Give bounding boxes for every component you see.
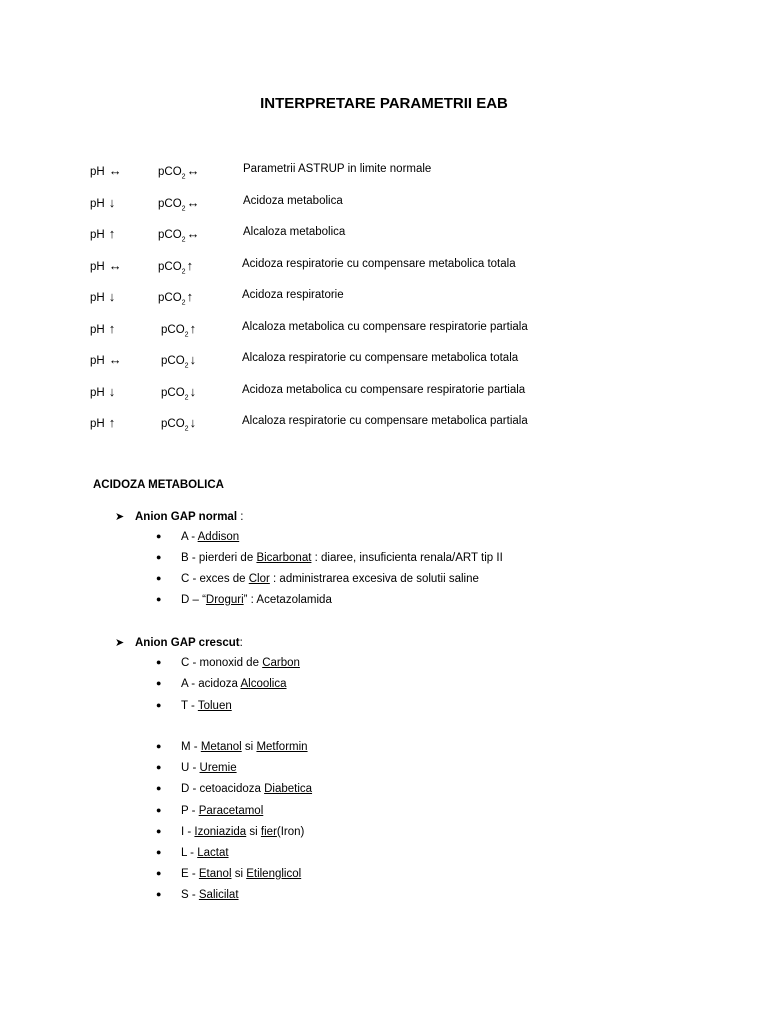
pco2-label: pCO [158, 261, 182, 273]
pco2-subscript: 2 [184, 331, 189, 339]
list-item [156, 678, 287, 690]
eab-row [0, 415, 768, 435]
list-item [156, 594, 332, 606]
pco2-cell [161, 352, 196, 369]
pco2-arrow-icon: ↓ [189, 415, 197, 430]
section-title: ACIDOZA METABOLICA [93, 479, 224, 491]
item-keyword: Lactat [197, 847, 229, 859]
ph-arrow-icon: ↑ [108, 321, 116, 336]
pco2-cell [161, 415, 196, 432]
interpretation-text: Alcaloza metabolica cu compensare respiratorie partiala [242, 321, 528, 333]
ph-arrow-icon: ↓ [108, 289, 116, 304]
list-item [156, 889, 239, 901]
item-suffix: (Iron) [276, 826, 305, 838]
ph-label: pH [90, 198, 105, 210]
item-keyword: Uremie [199, 762, 237, 774]
pco2-arrow-icon: ↓ [189, 384, 197, 399]
ph-arrow-icon: ↓ [108, 384, 116, 399]
bullet-dot-icon: ● [156, 826, 162, 836]
list-item [156, 826, 304, 838]
item-keyword: Clor [248, 573, 270, 585]
item-prefix: P - [181, 805, 199, 817]
item-prefix: A - acidoza [181, 678, 241, 690]
interpretation-text: Acidoza respiratorie [242, 289, 344, 301]
item-keyword: Bicarbonat [256, 552, 312, 564]
pco2-subscript: 2 [181, 268, 186, 276]
interpretation-text: Acidoza metabolica [243, 195, 343, 207]
page-title: INTERPRETARE PARAMETRII EAB [260, 95, 508, 112]
ph-label: pH [90, 261, 105, 273]
item-prefix: S - [181, 889, 199, 901]
bullet-dot-icon: ● [156, 868, 162, 878]
ph-arrow-icon: ↑ [108, 415, 116, 430]
item-prefix: C - exces de [181, 573, 249, 585]
pco2-cell [158, 226, 200, 243]
interpretation-text: Parametrii ASTRUP in limite normale [243, 163, 432, 175]
eab-row [0, 195, 768, 215]
pco2-cell [161, 384, 196, 401]
ph-arrow-icon: ↓ [108, 195, 116, 210]
pco2-arrow-icon: ↓ [189, 352, 197, 367]
pco2-arrow-icon: ↑ [189, 321, 197, 336]
subhead-suffix: : [239, 637, 243, 649]
item-middle: si [231, 868, 247, 880]
item-prefix: C - monoxid de [181, 657, 263, 669]
item-prefix: L - [181, 847, 198, 859]
ph-cell [90, 321, 115, 336]
subhead-anion-gap-crescut [115, 636, 243, 649]
bullet-dot-icon: ● [156, 783, 162, 793]
item-keyword: Addison [197, 531, 240, 543]
item-middle: si [241, 741, 257, 753]
interpretation-text: Alcaloza metabolica [243, 226, 346, 238]
pco2-label: pCO [161, 387, 185, 399]
arrowhead-bullet-icon: ➤ [115, 637, 125, 649]
pco2-subscript: 2 [181, 173, 186, 181]
eab-row [0, 289, 768, 309]
item-prefix: D - cetoacidoza [181, 783, 265, 795]
bullet-dot-icon: ● [156, 531, 162, 541]
pco2-arrow-icon: ↔ [186, 195, 200, 210]
pco2-cell [158, 258, 193, 275]
bullet-dot-icon: ● [156, 889, 162, 899]
item-middle: : administrarea excesiva de solutii saline [269, 573, 479, 585]
ph-cell [90, 352, 122, 367]
ph-arrow-icon: ↑ [108, 226, 116, 241]
pco2-label: pCO [158, 292, 182, 304]
subhead-anion-gap-normal [115, 510, 243, 523]
pco2-label: pCO [158, 166, 182, 178]
list-item [156, 762, 237, 774]
bullet-dot-icon: ● [156, 573, 162, 583]
pco2-arrow-icon: ↔ [186, 163, 200, 178]
item-prefix: T - [181, 700, 198, 712]
ph-arrow-icon: ↔ [108, 258, 122, 273]
pco2-subscript: 2 [184, 425, 189, 433]
pco2-subscript: 2 [181, 299, 186, 307]
list-item [156, 868, 301, 880]
arrowhead-bullet-icon: ➤ [115, 511, 125, 523]
item-keyword: Salicilat [198, 889, 239, 901]
list-item [156, 573, 479, 585]
pco2-arrow-icon: ↑ [186, 289, 194, 304]
item-keyword: fier [260, 826, 277, 838]
ph-cell [90, 195, 115, 210]
ph-arrow-icon: ↔ [108, 163, 122, 178]
item-middle: ” : Acetazolamida [243, 594, 332, 606]
list-item [156, 657, 300, 669]
bullet-dot-icon: ● [156, 657, 162, 667]
pco2-cell [158, 163, 200, 180]
eab-row [0, 163, 768, 183]
list-item [156, 741, 308, 753]
list-item [156, 783, 312, 795]
pco2-arrow-icon: ↑ [186, 258, 194, 273]
pco2-label: pCO [158, 198, 182, 210]
pco2-label: pCO [161, 418, 185, 430]
pco2-cell [161, 321, 196, 338]
ph-label: pH [90, 229, 105, 241]
eab-row [0, 352, 768, 372]
ph-cell [90, 384, 115, 399]
item-keyword: Paracetamol [198, 805, 264, 817]
list-item [156, 847, 229, 859]
item-middle: si [246, 826, 261, 838]
bullet-dot-icon: ● [156, 847, 162, 857]
interpretation-text: Acidoza metabolica cu compensare respiratorie partiala [242, 384, 526, 396]
item-prefix: M - [181, 741, 201, 753]
pco2-subscript: 2 [184, 362, 189, 370]
item-keyword: Etilenglicol [246, 868, 302, 880]
bullet-dot-icon: ● [156, 594, 162, 604]
ph-label: pH [90, 166, 105, 178]
bullet-dot-icon: ● [156, 805, 162, 815]
list-item [156, 700, 232, 712]
ph-cell [90, 289, 115, 304]
eab-row [0, 321, 768, 341]
interpretation-text: Acidoza respiratorie cu compensare metabolica totala [242, 258, 516, 270]
item-keyword: Metanol [200, 741, 242, 753]
item-keyword: Metformin [256, 741, 308, 753]
eab-row [0, 384, 768, 404]
item-keyword: Izoniazida [194, 826, 247, 838]
ph-label: pH [90, 292, 105, 304]
item-middle: : diaree, insuficienta renala/ART tip II [311, 552, 503, 564]
ph-cell [90, 415, 115, 430]
interpretation-text: Alcaloza respiratorie cu compensare metabolica totala [242, 352, 519, 364]
item-keyword: Etanol [198, 868, 232, 880]
subhead-label: Anion GAP crescut [135, 637, 240, 649]
bullet-dot-icon: ● [156, 552, 162, 562]
ph-label: pH [90, 324, 105, 336]
eab-row [0, 226, 768, 246]
eab-row [0, 258, 768, 278]
item-prefix: B - pierderi de [181, 552, 257, 564]
ph-label: pH [90, 387, 105, 399]
list-item [156, 552, 503, 564]
item-keyword: Droguri [205, 594, 244, 606]
bullet-dot-icon: ● [156, 678, 162, 688]
subhead-suffix: : [237, 511, 244, 523]
item-keyword: Alcoolica [240, 678, 287, 690]
pco2-arrow-icon: ↔ [186, 226, 200, 241]
list-item [156, 531, 239, 543]
item-prefix: I - [181, 826, 195, 838]
pco2-subscript: 2 [181, 236, 186, 244]
item-keyword: Carbon [262, 657, 300, 669]
ph-label: pH [90, 355, 105, 367]
pco2-label: pCO [161, 324, 185, 336]
bullet-dot-icon: ● [156, 700, 162, 710]
pco2-subscript: 2 [184, 394, 189, 402]
pco2-label: pCO [158, 229, 182, 241]
bullet-dot-icon: ● [156, 762, 162, 772]
ph-arrow-icon: ↔ [108, 352, 122, 367]
ph-cell [90, 226, 115, 241]
item-keyword: Diabetica [264, 783, 313, 795]
interpretation-text: Alcaloza respiratorie cu compensare metabolica partiala [242, 415, 528, 427]
item-prefix: E - [181, 868, 199, 880]
list-item [156, 805, 263, 817]
bullet-dot-icon: ● [156, 741, 162, 751]
pco2-label: pCO [161, 355, 185, 367]
pco2-cell [158, 195, 200, 212]
ph-cell [90, 163, 122, 178]
pco2-subscript: 2 [181, 205, 186, 213]
item-prefix: A - [181, 531, 198, 543]
item-keyword: Toluen [197, 700, 232, 712]
item-prefix: U - [181, 762, 200, 774]
subhead-label: Anion GAP normal [135, 511, 238, 523]
item-prefix: D – “ [181, 594, 206, 606]
ph-cell [90, 258, 122, 273]
ph-label: pH [90, 418, 105, 430]
pco2-cell [158, 289, 193, 306]
